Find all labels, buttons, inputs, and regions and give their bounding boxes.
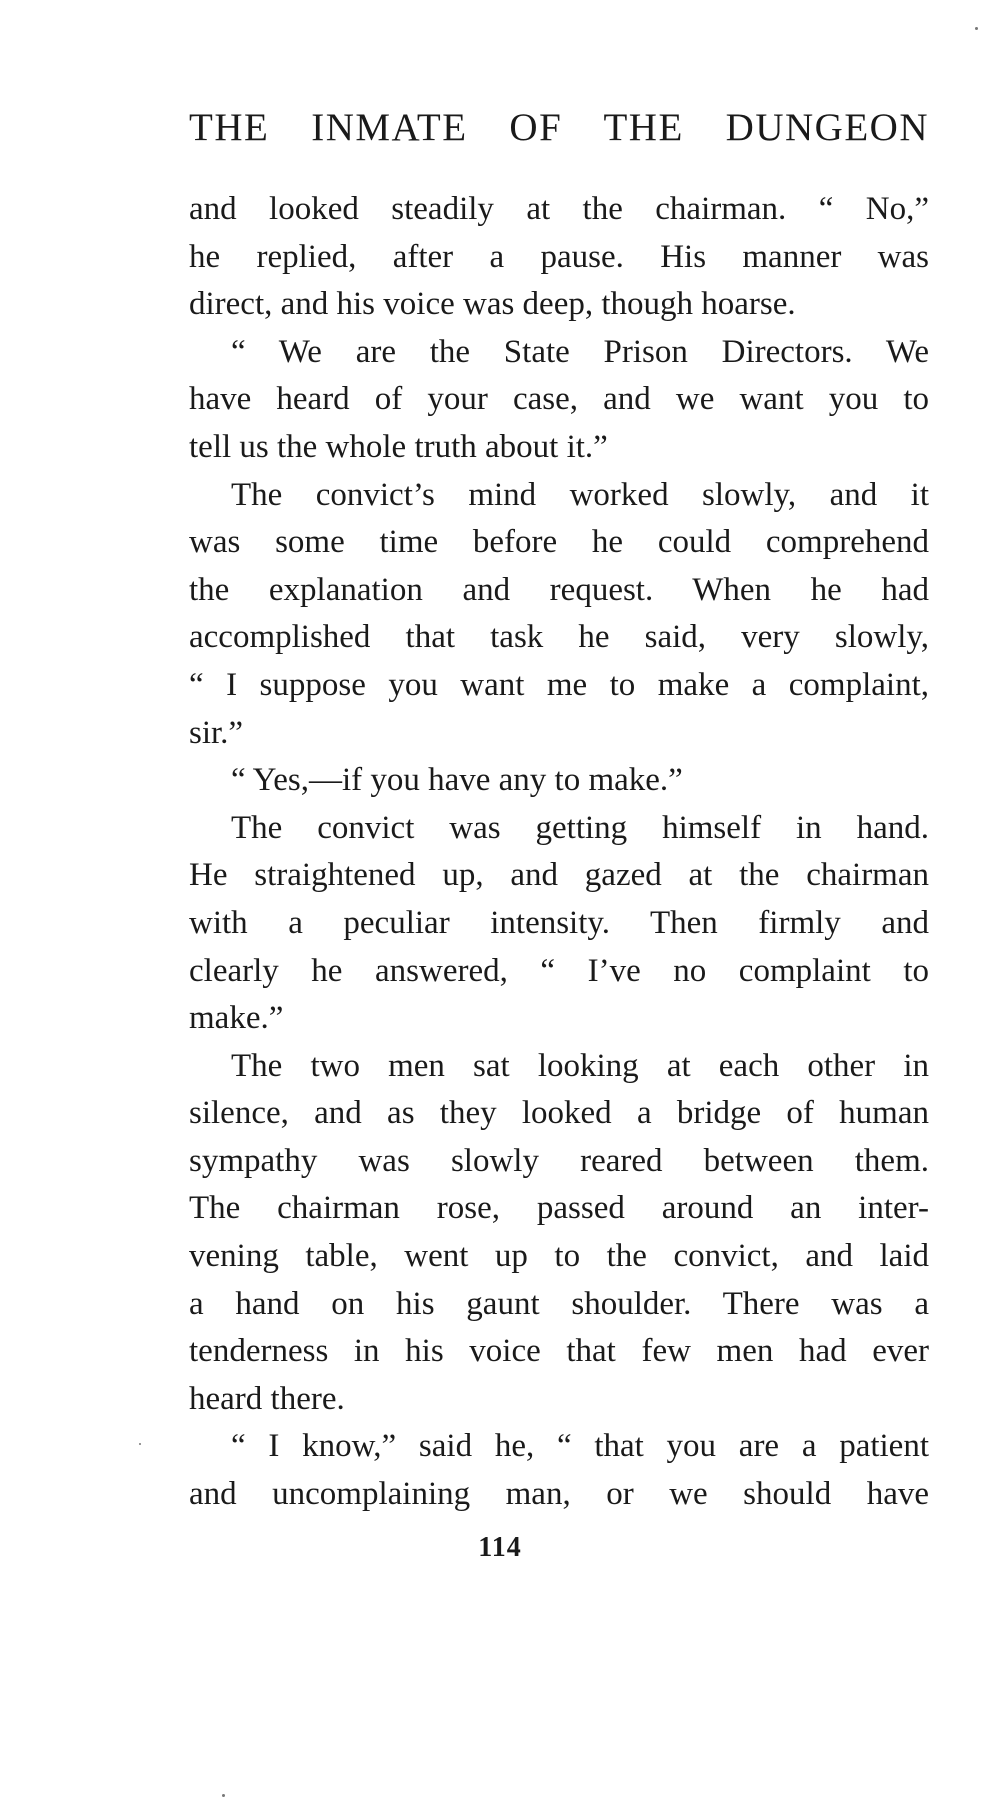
text-line: tenderness in his voice that few men had ever — [189, 1333, 929, 1370]
text-line: with a peculiar intensity. Then firmly and — [189, 904, 929, 941]
text-line: “ I suppose you want me to make a complaint, — [189, 666, 929, 703]
text-line: The chairman rose, passed around an inter- — [189, 1190, 929, 1227]
text-line: “ I know,” said he, “ that you are a patient — [231, 1428, 929, 1465]
text-line: The convict was getting himself in hand. — [231, 809, 929, 846]
text-line: make.” — [189, 1000, 284, 1037]
text-line: vening table, went up to the convict, and laid — [189, 1238, 929, 1275]
page-number: 114 — [478, 1532, 522, 1563]
text-line: accomplished that task he said, very slowly, — [189, 619, 929, 656]
text-line: sir.” — [189, 714, 244, 751]
scan-speck — [222, 1794, 225, 1797]
text-line: and looked steadily at the chairman. “ No,” — [189, 191, 929, 227]
scan-speck — [975, 27, 978, 30]
text-line: He straightened up, and gazed at the chairman — [189, 857, 929, 894]
text-line: “ We are the State Prison Directors. We — [231, 333, 929, 370]
text-line: the explanation and request. When he had — [189, 571, 929, 608]
text-line: and uncomplaining man, or we should have — [189, 1476, 929, 1513]
text-line: have heard of your case, and we want you to — [189, 381, 929, 418]
text-line: direct, and his voice was deep, though hoarse. — [189, 286, 796, 323]
text-line: a hand on his gaunt shoulder. There was a — [189, 1285, 929, 1322]
text-line: The two men sat looking at each other in — [231, 1047, 929, 1084]
text-line: silence, and as they looked a bridge of human — [189, 1095, 929, 1132]
text-line: clearly he answered, “ I’ve no complaint to — [189, 952, 929, 989]
running-head: THE INMATE OF THE DUNGEON — [189, 106, 929, 149]
text-line: was some time before he could comprehend — [189, 524, 929, 561]
text-line: heard there. — [189, 1380, 345, 1417]
text-line: “ Yes,—if you have any to make.” — [231, 762, 683, 799]
text-line: he replied, after a pause. His manner was — [189, 238, 929, 275]
text-line: sympathy was slowly reared between them. — [189, 1142, 929, 1179]
text-line: The convict’s mind worked slowly, and it — [231, 476, 929, 513]
body-text — [189, 186, 929, 1519]
text-line: tell us the whole truth about it.” — [189, 428, 608, 465]
scan-speck — [139, 1443, 141, 1445]
